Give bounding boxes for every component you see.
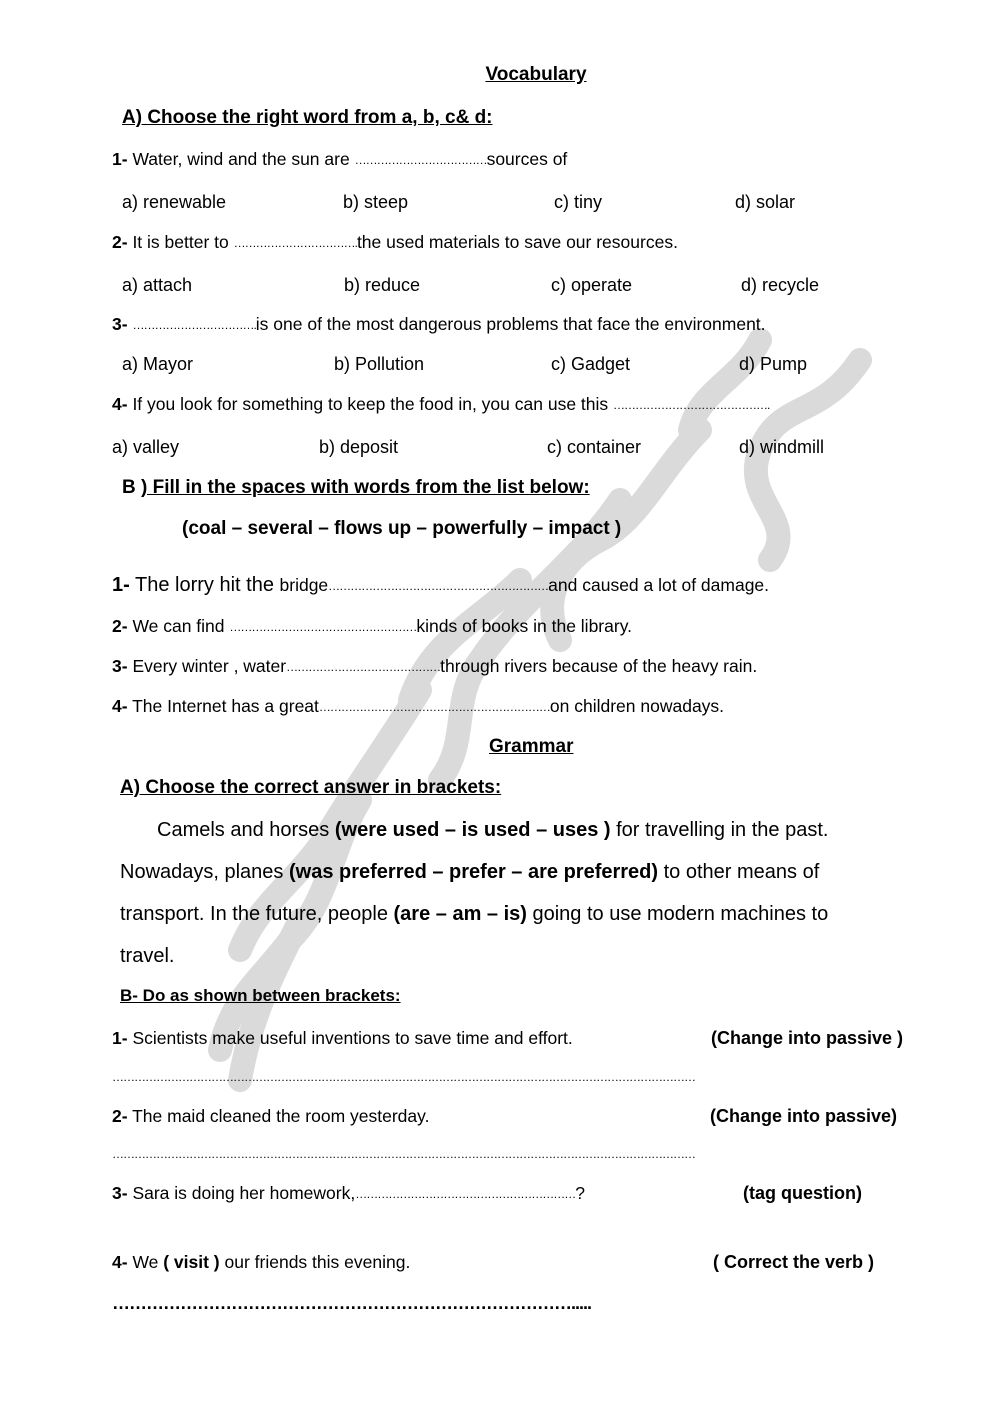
option-c[interactable]: c) Gadget	[551, 354, 631, 374]
vocab-b-question-1: 1- The lorry hit the bridge……………………………………………………and caused a lot of damage.	[112, 574, 770, 596]
vocabulary-title: Vocabulary	[485, 64, 587, 85]
grammar-section-a-heading: A) Choose the correct answer in brackets:	[120, 777, 502, 798]
option-b[interactable]: b) reduce	[344, 275, 421, 295]
vocab-b-question-4: 4- The Internet has a great………………………………………………………on children nowadays.	[112, 696, 725, 716]
answer-blank[interactable]: ………………………………	[354, 153, 487, 167]
grammar-b-question-3: 3- Sara is doing her homework,……………………………………………………?	[112, 1183, 585, 1203]
option-a[interactable]: a) valley	[112, 437, 180, 457]
answer-blank[interactable]: …………………………….	[233, 236, 357, 250]
instruction-label: (tag question)	[743, 1183, 862, 1203]
vocab-section-b-heading: B ) Fill in the spaces with words from the list below:	[122, 477, 590, 498]
grammar-paragraph-line-2: Nowadays, planes (was preferred – prefer – are preferred) to other means of	[120, 861, 820, 883]
word-list: (coal – several – flows up – powerfully – impact )	[182, 518, 622, 539]
grammar-title: Grammar	[489, 736, 574, 757]
answer-blank[interactable]: …………………………………….	[613, 398, 770, 412]
option-d[interactable]: d) Pump	[739, 354, 808, 374]
option-d[interactable]: d) solar	[735, 192, 796, 212]
answer-blank[interactable]: ……………………………………………………	[355, 1187, 576, 1201]
bracket-choice[interactable]: (were used – is used – uses )	[334, 819, 611, 841]
grammar-b-question-1: 1- Scientists make useful inventions to save time and effort.	[112, 1028, 573, 1048]
grammar-b-question-4: 4- We ( visit ) our friends this evening.	[112, 1252, 411, 1272]
option-d[interactable]: d) windmill	[739, 437, 825, 457]
bracket-choice[interactable]: (are – am – is)	[393, 903, 527, 925]
instruction-label: (Change into passive )	[711, 1028, 904, 1048]
grammar-section-b-heading: B- Do as shown between brackets:	[120, 986, 401, 1005]
option-a[interactable]: a) attach	[122, 275, 193, 295]
answer-line[interactable]: ……………………………………………………………………………………………………………………………………………	[112, 1070, 695, 1084]
answer-line[interactable]: ……………………………………………………………………….....	[112, 1293, 592, 1313]
grammar-b-question-2: 2- The maid cleaned the room yesterday.	[112, 1106, 430, 1126]
option-c[interactable]: c) tiny	[554, 192, 603, 212]
option-d[interactable]: d) recycle	[741, 275, 820, 295]
vocab-a-question-2: 2- It is better to …………………………….the used materials to save our resources.	[112, 232, 678, 252]
vocab-a-question-1: 1- Water, wind and the sun are ………………………………sources of	[112, 149, 568, 169]
vocab-a-question-4: 4- If you look for something to keep the food in, you can use this …………………………………….	[112, 394, 770, 414]
vocab-section-a-heading: A) Choose the right word from a, b, c& d:	[122, 107, 493, 128]
grammar-paragraph-line-3: transport. In the future, people (are – am – is) going to use modern machines to	[120, 903, 829, 925]
option-a[interactable]: a) renewable	[122, 192, 227, 212]
instruction-label: ( Correct the verb )	[713, 1252, 875, 1272]
option-b[interactable]: b) deposit	[319, 437, 399, 457]
option-c[interactable]: c) operate	[551, 275, 633, 295]
option-b[interactable]: b) Pollution	[334, 354, 425, 374]
answer-blank[interactable]: ……………………………………………………	[328, 579, 549, 593]
vocab-b-question-3: 3- Every winter , water……………………………………through rivers because of the heavy rain.	[112, 656, 758, 676]
answer-blank[interactable]: ……………………………………………	[229, 620, 417, 634]
instruction-label: (Change into passive)	[710, 1106, 898, 1126]
grammar-paragraph-line-4: travel.	[120, 945, 175, 967]
bracket-choice[interactable]: (was preferred – prefer – are preferred)	[288, 861, 659, 883]
option-a[interactable]: a) Mayor	[122, 354, 194, 374]
answer-blank[interactable]: …………………………….	[132, 318, 256, 332]
grammar-paragraph-line-1: Camels and horses (were used – is used – uses ) for travelling in the past.	[157, 819, 829, 841]
option-c[interactable]: c) container	[547, 437, 642, 457]
answer-line[interactable]: ……………………………………………………………………………………………………………………………………………	[112, 1147, 695, 1161]
option-b[interactable]: b) steep	[343, 192, 409, 212]
vocab-b-question-2: 2- We can find ……………………………………………kinds of books in the library.	[112, 616, 633, 636]
vocab-a-question-3: 3- …………………………….is one of the most dangerous problems that face the environment.	[112, 314, 766, 334]
answer-blank[interactable]: ……………………………………	[286, 660, 441, 674]
answer-blank[interactable]: ………………………………………………………	[318, 700, 550, 714]
